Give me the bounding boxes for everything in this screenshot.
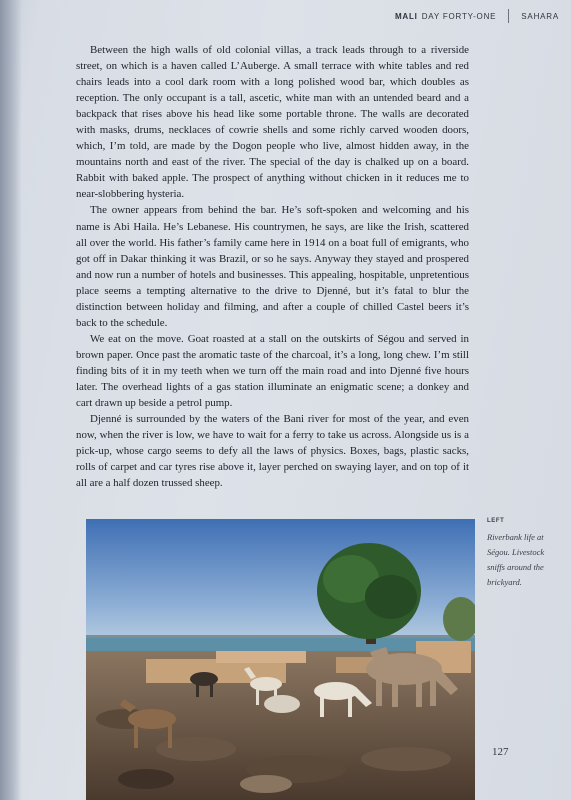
sheep [264,695,300,713]
far-bank [86,635,475,638]
paragraph: Djenné is surrounded by the waters of the Bani river for most of the year, and even now, when the river is low, we have to wait for a ferry to take us across. Alongside us is a pick-up, whose cargo seems to defy all the laws of physics. Boxes, bags, plastic sacks, rolls of carpet and car tyres rise above it, layer perched on swaying layer, and on top of it all are a half dozen trussed sheep. [76,413,469,490]
paragraph: The owner appears from behind the bar. He’s soft-spoken and welcoming and his name is Abi Haila. He’s Lebanese. His countrymen, he says, are like the Irish, scattered all over the world. His father’s family came here in 1914 on a boat full of emigrants, who got off in Dakar thinking it was Brazil, or so he says. Anyway they stayed and prospered and now run a number of hotels and businesses. This appealing, hospitable, unpretentious place seems a tempting alternative to the drive to Djenné, but it’s fatal to blur the distinction between holiday and filming, and after a couple of chilled Castel beers it’s back to the schedule. [76,204,469,329]
page-number: 127 [492,746,509,758]
header-section: SAHARA [521,11,559,21]
paragraph: Between the high walls of old colonial villas, a track leads through to a riverside street, on which is a haven called L’Auberge. A small terrace with white tables and red chairs leads into a cool dark room with a long polished wood bar, which doubles as reception. The only occupant is a tall, ascetic, white man with an untended beard and a backpack that rises above his head like some portable throne. The walls are decorated with masks, drums, necklaces of cowrie shells and some richly carved wooden doors, which, I’m told, are made by the Dogon people who live, almost hidden away, in the mountains north and east of the river. The special of the day is chalked up on a board. Rabbit with baked apple. The prospect of anything without chicken in it reduces me to near-slobbering hysteria. [76,44,469,201]
page-gutter-shadow [0,0,22,800]
caption-text: Riverbank life at Ségou. Livestock sniffs around the brickyard. [487,532,545,587]
header-country: MALI [394,11,418,21]
header-day: DAY FORTY-ONE [421,11,497,21]
body-text [76,42,469,491]
running-header [395,9,559,23]
paragraph: We eat on the move. Goat roasted at a stall on the outskirts of Ségou and served in brown paper. Once past the aromatic taste of the charcoal, it’s a long, long chew. I’m still finding bits of it in my teeth when we turn off the main road and into Djenné five hours later. The overhead lights of a gas station illuminate an enigmatic scene; a donkey and cart drawn up beside a petrol pump. [76,332,469,410]
caption-label: LEFT [487,518,505,524]
photo-caption [487,518,559,590]
header-divider [508,9,509,23]
riverbank-photo [86,519,475,800]
